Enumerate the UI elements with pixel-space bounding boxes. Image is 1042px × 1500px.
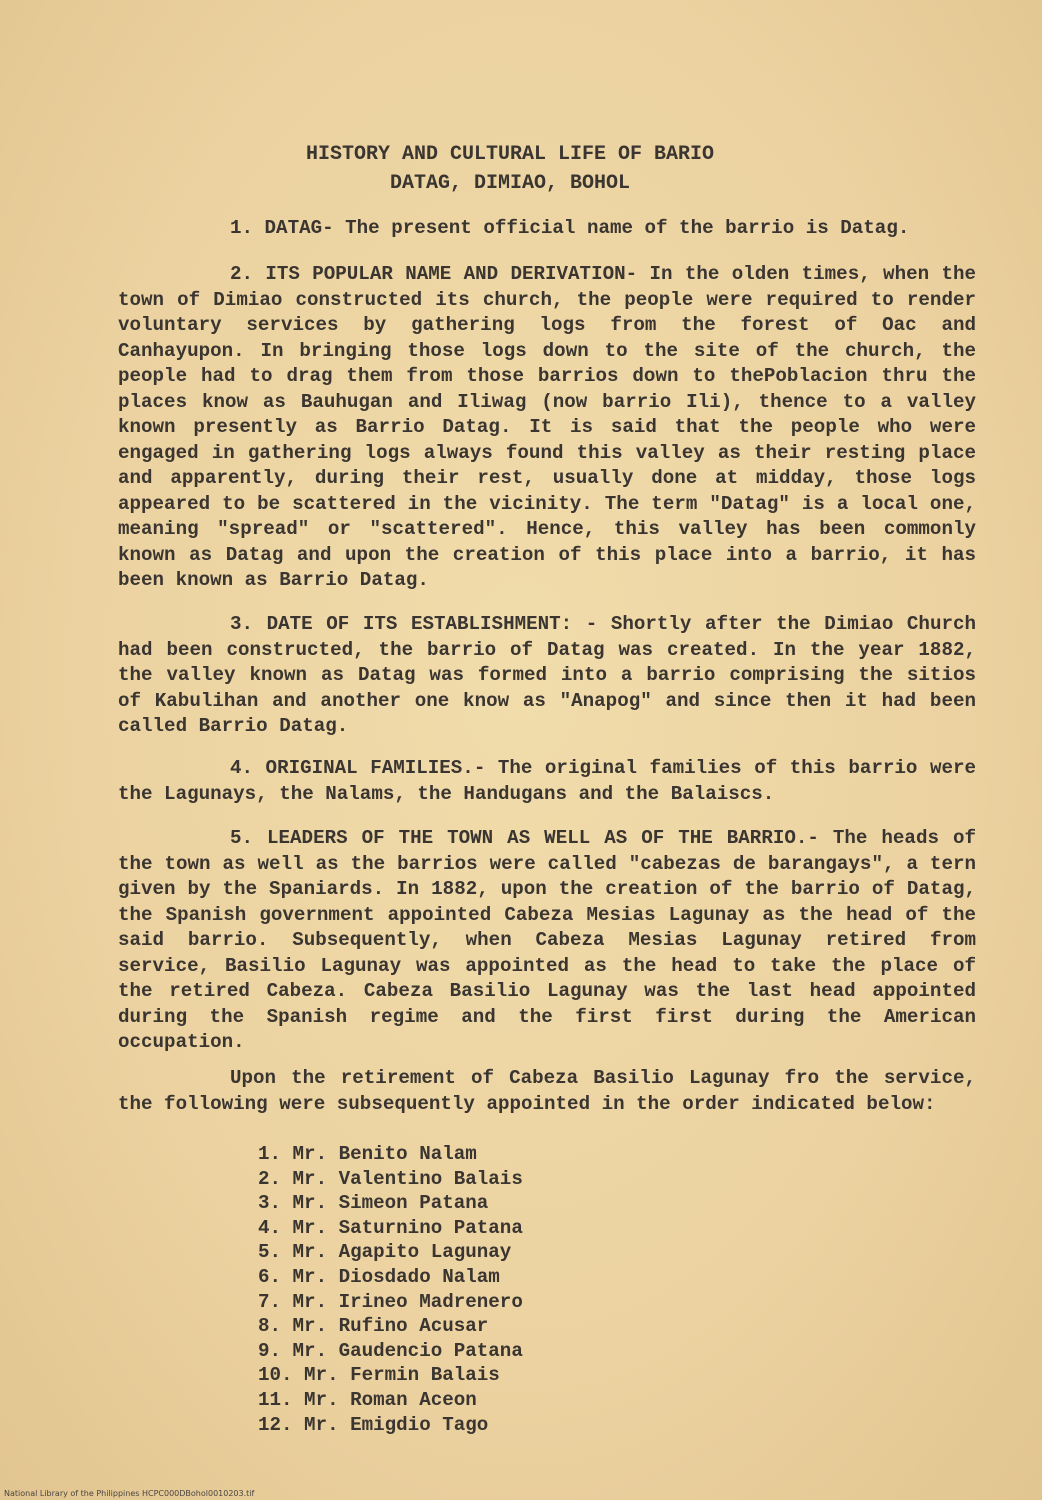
list-item: 11. Mr. Roman Aceon <box>258 1388 477 1411</box>
list-item: 12. Mr. Emigdio Tago <box>258 1413 489 1436</box>
list-item: 1. Mr. Benito Nalam <box>258 1143 477 1165</box>
list-item: 6. Mr. Diosdado Nalam <box>258 1265 500 1288</box>
list-item: 7. Mr. Irineo Madrenero <box>258 1290 523 1313</box>
document-title <box>250 140 770 198</box>
section-1-paragraph: 1. DATAG- The present official name of the barrio is Datag. <box>230 217 910 239</box>
section-4-paragraph: 4. ORIGINAL FAMILIES.- The original families of this barrio were the Lagunays, the Nalams, the Handugans and the Balaiscs. <box>118 757 976 805</box>
list-item: 3. Mr. Simeon Patana <box>258 1192 489 1215</box>
section-2-paragraph: 2. ITS POPULAR NAME AND DERIVATION- In the olden times, when the town of Dimiao constructed its church, the people were required to render voluntary services by gathering logs from the forest of Oac and Canhayupon. In bringing those logs down to the site of the church, the people had to drag them from those barrios down to thePoblacion thru the places know as Bauhugan and Iliwag (now barrio Ili), thence to a valley known presently as Barrio Datag. It is said that the people who were engaged in gathering logs always found this valley as their resting place and apparently, during their rest, usually done at midday, those logs appeared to be scattered in the vicinity. The term "Datag" is a local one, meaning "spread" or "scattered". Hence, this valley has been commonly known as Datag and upon the creation of this place into a barrio, it has been known as Barrio Datag. <box>118 263 976 591</box>
list-item: 9. Mr. Gaudencio Patana <box>258 1339 523 1362</box>
list-item: 8. Mr. Rufino Acusar <box>258 1315 489 1338</box>
section-3-paragraph: 3. DATE OF ITS ESTABLISHMENT: - Shortly after the Dimiao Church had been constructed, the barrio of Datag was created. In the year 1882, the valley known as Datag was formed into a barrio comprising the sitios of Kabulihan and another one know as "Anapog" and since then it had been called Barrio Datag. <box>118 613 976 737</box>
list-item: 4. Mr. Saturnino Patana <box>258 1216 523 1239</box>
list-item: 5. Mr. Agapito Lagunay <box>258 1241 512 1264</box>
appointment-intro-paragraph: Upon the retirement of Cabeza Basilio Lagunay fro the service, the following were subsequently appointed in the order indicated below: <box>118 1067 976 1115</box>
scan-footer: National Library of the Philippines HCPC000DBohol0010203.tif <box>4 1489 255 1498</box>
title-line-2: DATAG, DIMIAO, BOHOL <box>389 172 631 195</box>
section-5-paragraph: 5. LEADERS OF THE TOWN AS WELL AS OF THE BARRIO.- The heads of the town as well as the barrios were called "cabezas de barangays", a tern given by the Spaniards. In 1882, upon the creation of the barrio of Datag, the Spanish government appointed Cabeza Mesias Lagunay as the head of the said barrio. Subsequently, when Cabeza Mesias Lagunay retired from service, Basilio Lagunay was appointed as the head to take the place of the retired Cabeza. Cabeza Basilio Lagunay was the last head appointed during the Spanish regime and the first first during the American occupation. <box>118 827 976 1053</box>
list-item: 10. Mr. Fermin Balais <box>258 1364 500 1387</box>
appointee-list <box>258 1142 523 1437</box>
title-line-1: HISTORY AND CULTURAL LIFE OF BARIO <box>305 143 715 166</box>
list-item: 2. Mr. Valentino Balais <box>258 1167 523 1190</box>
